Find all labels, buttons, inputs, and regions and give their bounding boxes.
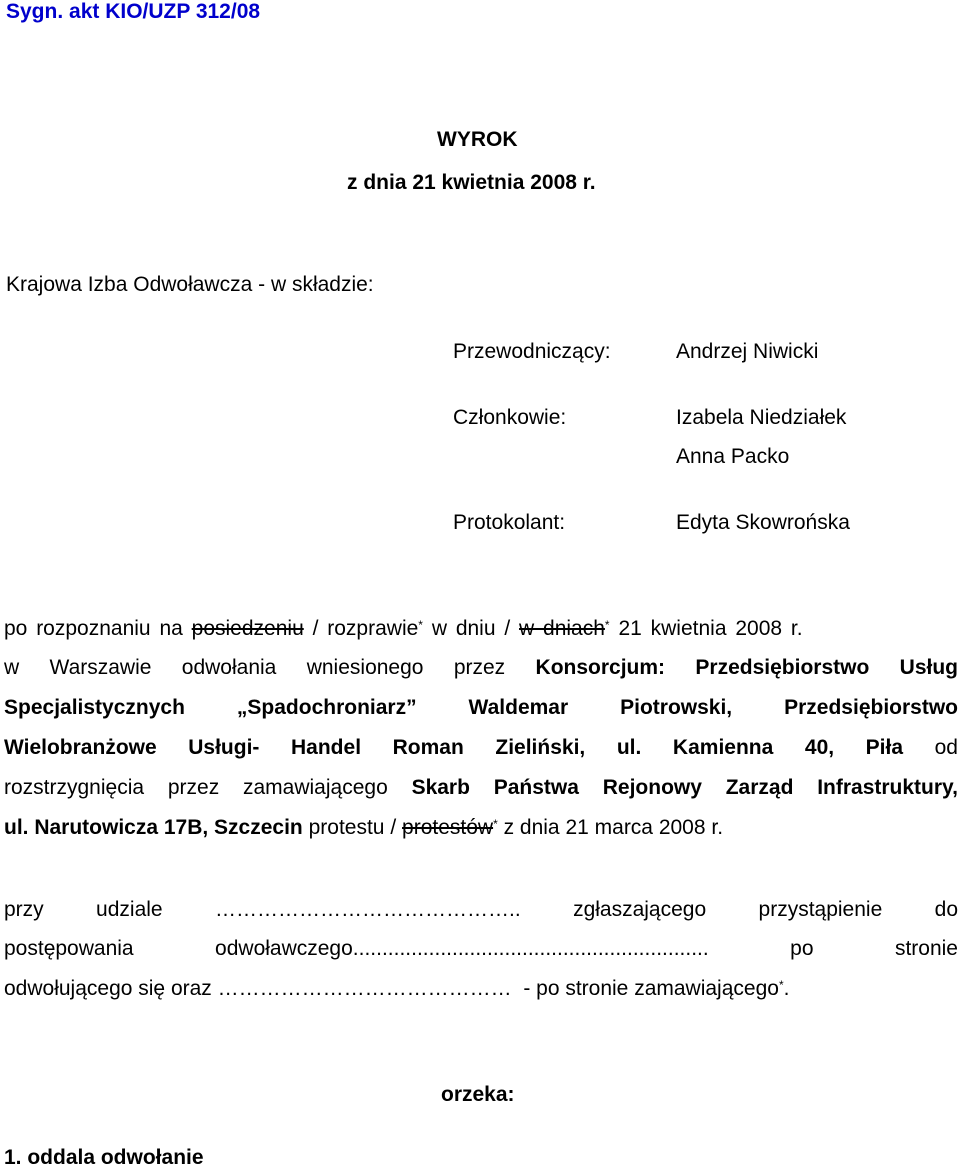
appeal-line-2: Specjalistycznych „Spadochroniarz” Waldemar Piotrowski, Przedsiębiorstwo [4,696,958,719]
appeal-line-3: Wielobranżowe Usługi- Handel Roman Zieliński, ul. Kamienna 40, Piła od [4,736,958,759]
members-label: Członkowie: [453,406,567,429]
panel-intro: Krajowa Izba Odwoławcza - w składzie: [6,273,374,296]
member-name: Izabela Niedziałek [676,406,847,429]
appeal-line-1: w Warszawie odwołania wniesionego przez Konsorcjum: Przedsiębiorstwo Usług [4,656,958,679]
asterisk-mark: * [418,618,423,632]
blank-field: …………………………………….. [215,898,521,921]
struck-text: protestów [402,816,494,839]
clerk-label: Protokolant: [453,511,566,534]
ruling-point-1: 1. oddala odwołanie [4,1146,204,1169]
struck-text: w dniach [519,617,605,640]
blank-field: ............................................................. [352,937,709,960]
appeal-line-4: rozstrzygnięcia przez zamawiającego Skarb Państwa Rejonowy Zarząd Infrastruktury, [4,776,958,799]
blank-field: …………………………………… [217,977,512,1000]
struck-text: posiedzeniu [191,617,304,640]
asterisk-mark: * [604,618,610,632]
participation-line-2: postępowania odwoławczego............................................................. po stronie [4,937,958,960]
case-signature: Sygn. akt KIO/UZP 312/08 [6,0,261,23]
asterisk-mark: * [493,817,498,831]
member-name: Anna Packo [676,445,790,468]
verdict-title: WYROK [437,128,518,151]
ruling-heading: orzeka: [441,1083,515,1106]
participation-line-3: odwołującego się oraz …………………………………… - po stronie zamawiającego*. [4,977,790,1000]
verdict-date: z dnia 21 kwietnia 2008 r. [347,171,596,194]
hearing-line: po rozpoznaniu na posiedzeniu / rozprawie* w dniu / w dniach* 21 kwietnia 2008 r. [4,617,803,640]
participation-line-1: przy udziale …………………………………….. zgłaszającego przystąpienie do [4,898,958,921]
chair-name: Andrzej Niwicki [676,340,819,363]
clerk-name: Edyta Skowrońska [676,511,850,534]
appeal-line-5: ul. Narutowicza 17B, Szczecin protestu / protestów* z dnia 21 marca 2008 r. [4,816,724,839]
chair-label: Przewodniczący: [453,340,611,363]
asterisk-mark: * [778,978,784,992]
